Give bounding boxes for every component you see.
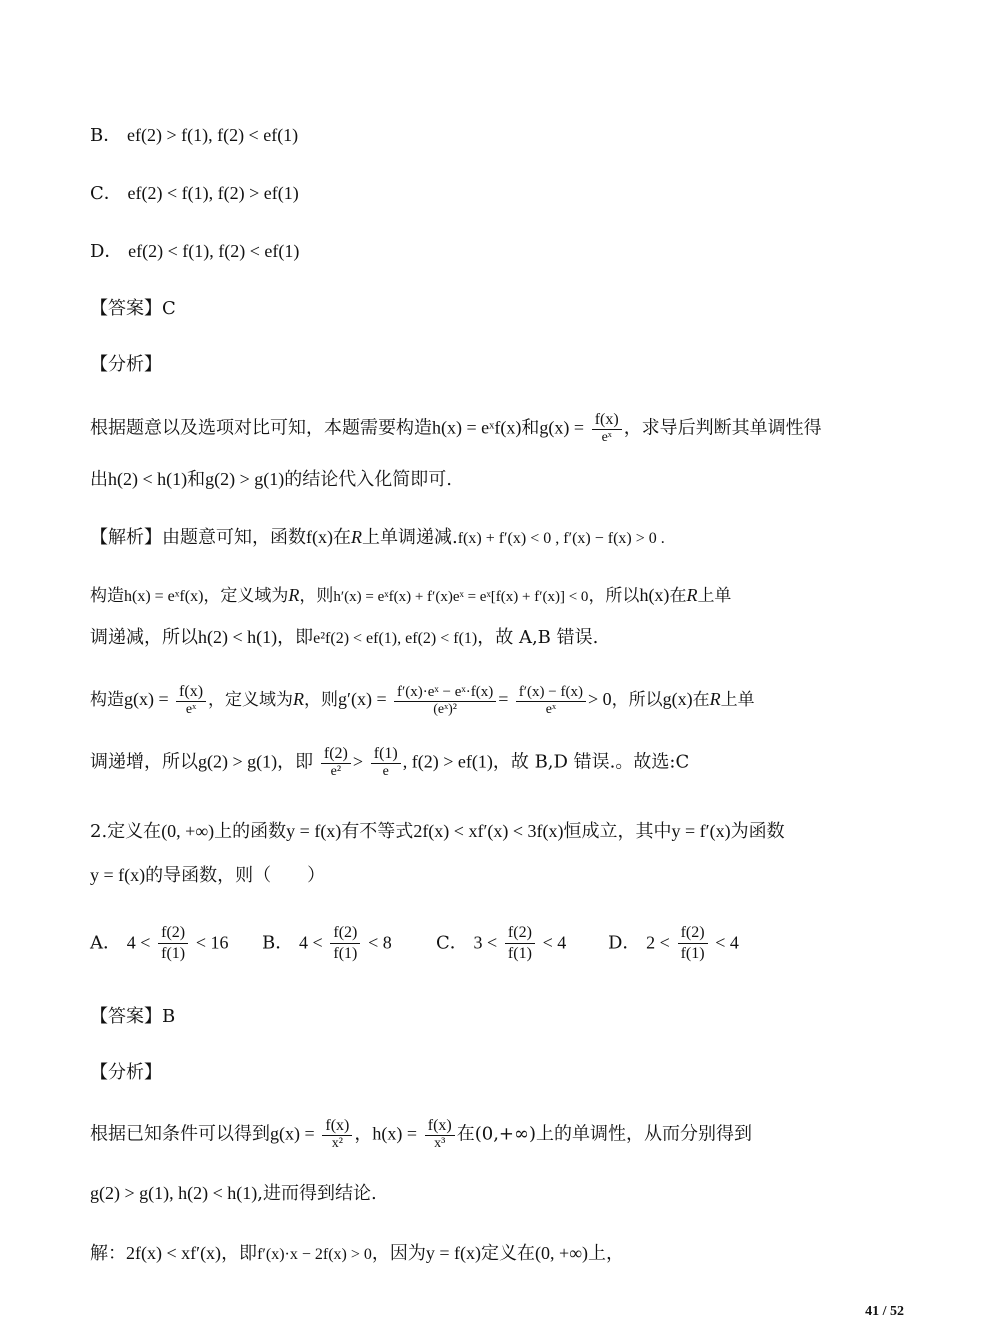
text: 根据已知条件可以得到 [90,1123,270,1145]
q1-option-c [90,184,299,203]
q1-solution-line-1 [90,528,665,547]
fraction [321,746,351,779]
numerator: f(x) [176,684,206,702]
math: > [352,751,364,772]
option-expr: ef(2) < f(1), f(2) > ef(1) [127,183,299,203]
text: 在(0,+∞)上的单调性，从而分别得到 [456,1123,753,1145]
text: 上单调递减. [361,527,458,548]
math: , f(2) > ef(1) [402,751,493,772]
text: 和 [187,469,206,490]
text: 定义在 [481,1243,536,1264]
math: 2f(x) < xf′(x) [126,1243,222,1263]
text: ，则 [304,690,339,710]
numerator: f′(x)·eˣ − eˣ·f(x) [394,685,496,702]
option-label: C． [436,932,468,954]
text: 上的函数 [214,821,287,842]
q2-option-c [436,924,566,963]
option-label: D． [608,932,641,954]
text: 调递减，所以 [90,627,198,648]
math: y = f(x) [90,865,146,885]
math: h(x) = eˣf(x) [124,588,204,605]
fraction [330,924,360,963]
text: 的结论代入化简即可. [284,469,453,490]
q2-option-b [262,924,392,963]
text: ,进而得到结论. [257,1183,377,1204]
numerator: f(2) [505,924,535,944]
math: = [498,689,509,709]
text: 为函数 [730,821,785,842]
q1-analysis-line-2 [90,470,452,489]
math: e²f(2) < ef(1), ef(2) < f(1) [313,630,478,647]
math: y = f(x) [425,1243,482,1263]
fraction [158,924,188,963]
text: 【解析】由题意可知，函数 [90,527,306,548]
math: g(2) > g(1), h(2) < h(1) [90,1183,258,1203]
numerator: f(2) [321,746,351,764]
text: 上， [588,1243,625,1264]
option-label: D． [90,241,123,262]
math: > 0 [588,689,612,709]
math: (0, +∞) [535,1243,589,1263]
math: g(x) = [124,689,169,709]
denominator: e [382,764,389,779]
denominator: e² [330,764,342,779]
text: ，定义域为 [208,690,294,710]
text: 构造 [90,690,124,710]
math: y = f′(x) [671,821,731,841]
denominator: f(1) [333,945,358,962]
math: g(x) = [539,417,584,438]
math: h′(x) = eˣf(x) + f′(x)eˣ = eˣ[f(x) + f′(x)] < 0 [333,589,589,605]
option-label: A． [90,932,121,954]
denominator: x³ [434,1136,446,1151]
option-expr: ef(2) > f(1), f(2) < ef(1) [126,125,299,145]
numerator: f(x) [425,1118,455,1136]
text: 恒成立，其中 [563,821,672,842]
math: f′(x)·x − 2f(x) > 0 [257,1246,372,1263]
q1-solution-line-2 [90,586,731,605]
q1-solution-line-5 [90,746,689,779]
text: ，则 [299,586,334,606]
math: < 4 [542,932,567,953]
math: h(x) = eˣf(x) [432,417,522,438]
text: ，故 A,B 错误. [477,627,599,648]
q2-analysis-heading: 【分析】 [90,1062,162,1083]
math: 2f(x) < xf′(x) < 3f(x) [413,821,564,841]
math: h(x) = [372,1123,417,1144]
numerator: f(x) [322,1118,352,1136]
q2-analysis-line-2 [90,1184,377,1203]
fraction [505,924,535,963]
text: ，即 [277,627,314,648]
q2-stem-line-1 [90,822,785,841]
math: g(x) [662,689,693,709]
text: 在 [669,586,687,606]
math: 3 < [473,932,498,953]
fraction [678,924,708,963]
text: 有不等式 [341,821,414,842]
text: 上单 [720,690,755,710]
q1-analysis-heading: 【分析】 [90,354,162,375]
denominator: f(1) [161,945,186,962]
math: < 8 [368,932,392,953]
math: f(x) [306,527,333,547]
math: R [288,585,300,605]
q2-analysis-line-1 [90,1118,752,1151]
q1-answer: 【答案】C [90,298,176,319]
math: R [293,689,305,709]
math: R [350,527,362,547]
page-number: 41 / 52 [865,1304,904,1319]
option-label: B． [262,932,294,954]
text: 在 [692,690,710,710]
q2-stem-line-2 [90,866,325,885]
option-expr: ef(2) < f(1), f(2) < ef(1) [128,241,300,261]
denominator: x² [331,1136,343,1151]
math: < 16 [195,932,229,953]
text: ，即 [277,751,314,773]
fraction [176,684,206,717]
math: h(2) < h(1) [198,627,278,647]
option-label: B． [90,125,122,146]
text: ， [354,1123,373,1145]
math: g(2) > g(1) [198,751,278,772]
math: 2 < [646,932,670,953]
fraction [394,685,496,717]
fraction [592,412,622,445]
text: ，所以 [588,586,640,606]
text: 调递增，所以 [90,751,198,773]
numerator: f(2) [158,924,188,944]
text: ，故 B,D 错误.。故选:C [492,751,690,773]
text: 2.定义在 [90,821,162,842]
text: ，定义域为 [203,586,289,606]
q2-solution-line-1 [90,1244,624,1263]
q1-option-b [90,126,298,145]
fraction [516,685,586,717]
math: (0, +∞) [161,821,215,841]
q2-option-a [90,924,229,963]
math: g(2) > g(1) [205,469,285,489]
numerator: f(2) [678,924,708,944]
math: R [709,689,721,709]
math: g′(x) = [338,689,387,709]
math: 4 < [298,932,323,953]
math: h(x) [639,585,670,605]
numerator: f′(x) − f(x) [516,685,586,702]
text: 上单 [697,586,732,606]
math: y = f(x) [286,821,342,841]
q1-solution-line-3 [90,628,598,647]
text: 的导函数，则（ ） [145,865,326,886]
text: 在 [332,527,351,548]
text: ，求导后判断其单调性得 [623,417,822,439]
option-label: C． [90,183,122,204]
text: 和 [521,417,540,439]
fraction [322,1118,352,1151]
q1-option-d [90,242,299,261]
denominator: eˣ [185,702,197,717]
denominator: f(1) [680,945,705,962]
denominator: (eˣ)² [433,701,458,717]
math: < 4 [715,932,739,953]
q2-option-d [608,924,739,963]
text: 构造 [90,586,124,606]
q1-solution-line-4 [90,684,755,717]
numerator: f(x) [592,412,622,430]
denominator: eˣ [545,701,557,717]
denominator: eˣ [601,430,612,445]
math: f(x) + f′(x) < 0 , f′(x) − f(x) > 0 . [457,530,665,547]
math: h(2) < h(1) [108,469,188,489]
math: 4 < [126,932,151,953]
fraction [371,746,401,779]
numerator: f(2) [330,924,360,944]
denominator: f(1) [507,945,532,962]
text: 解： [90,1243,126,1264]
text: ，因为 [371,1243,426,1264]
q2-answer: 【答案】B [90,1006,176,1027]
math: g(x) = [270,1123,315,1144]
text: 出 [90,469,108,490]
math: R [686,585,698,605]
numerator: f(1) [371,746,401,764]
text: ，所以 [611,690,663,710]
q1-analysis-line-1 [90,412,822,445]
text: 根据题意以及选项对比可知，本题需要构造 [90,417,432,439]
fraction [425,1118,455,1151]
text: ，即 [221,1243,258,1264]
